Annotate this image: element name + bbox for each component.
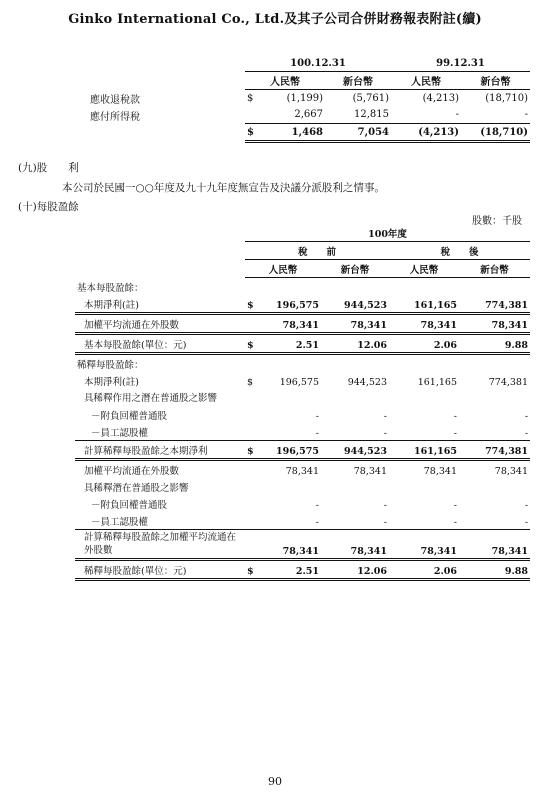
- cell-value: [459, 478, 530, 495]
- cell-value: [321, 354, 389, 373]
- cell-value: (4,213): [391, 124, 461, 142]
- table-row: [75, 314, 530, 334]
- cell-value: -: [453, 500, 457, 511]
- cell-value: 161,165: [389, 295, 459, 314]
- cell-value: 7,054: [325, 124, 391, 142]
- page-number: 90: [268, 775, 282, 788]
- row-label: －員工認股權: [75, 512, 245, 530]
- cell-value: -: [459, 423, 530, 441]
- cell-value: 161,165: [417, 377, 457, 388]
- cell-value: 196,575: [259, 295, 321, 314]
- table-row: [75, 278, 530, 296]
- cell-value: [321, 278, 389, 296]
- group-header: 稅 前: [245, 242, 389, 260]
- period-header: 99.12.31: [391, 55, 530, 72]
- cell-value: 161,165: [389, 441, 459, 460]
- cell-value: 78,341: [321, 314, 389, 334]
- cell-value: 2.51: [259, 560, 321, 580]
- cell-value: 944,523: [347, 377, 387, 388]
- cell-value: 78,341: [389, 530, 459, 560]
- currency-sign: $: [245, 334, 259, 354]
- cell-value: -: [461, 107, 530, 124]
- table-row: [75, 295, 530, 314]
- eps-table: [75, 224, 530, 581]
- row-label: 加權平均流通在外股數: [84, 466, 180, 477]
- row-label: 具稀釋潛在普通股之影響: [84, 483, 189, 494]
- currency-header: 新台幣: [321, 260, 389, 278]
- cell-value: (18,710): [485, 92, 528, 104]
- cell-value: 774,381: [459, 295, 530, 314]
- currency-sign: [245, 478, 259, 495]
- cell-value: 9.88: [459, 334, 530, 354]
- cell-value: 774,381: [488, 377, 529, 388]
- cell-value: 2,667: [259, 107, 325, 124]
- table-header-row: [75, 260, 530, 278]
- currency-sign: [245, 406, 259, 423]
- table-row: [75, 354, 530, 373]
- cell-value: -: [315, 411, 319, 422]
- table-row: [75, 406, 530, 423]
- cell-value: -: [524, 500, 529, 511]
- row-label: 本期淨利(註): [75, 295, 245, 314]
- cell-value: [389, 478, 459, 495]
- cell-value: 78,341: [459, 530, 530, 560]
- table-row: [75, 478, 530, 495]
- row-label: 稀釋每股盈餘(單位：元): [75, 560, 245, 580]
- cell-value: (5,761): [352, 92, 389, 104]
- cell-value: -: [259, 512, 321, 530]
- cell-value: 12.06: [321, 334, 389, 354]
- currency-sign: [245, 354, 259, 373]
- cell-value: (4,213): [422, 92, 459, 104]
- table-row: [75, 512, 530, 530]
- cell-value: [459, 354, 530, 373]
- cell-value: -: [315, 500, 319, 511]
- row-label: －附負回權普通股: [91, 411, 168, 422]
- cell-value: -: [389, 423, 459, 441]
- currency-sign: [245, 389, 259, 406]
- cell-value: -: [389, 512, 459, 530]
- cell-value: -: [321, 423, 389, 441]
- cell-value: 2.06: [389, 334, 459, 354]
- cell-value: -: [321, 512, 389, 530]
- table-row: [75, 530, 530, 560]
- table-header-row: [60, 55, 530, 72]
- year-header: 100年度: [245, 224, 530, 242]
- currency-sign: $: [247, 377, 254, 388]
- cell-value: 78,341: [259, 530, 321, 560]
- cell-value: 78,341: [285, 466, 319, 477]
- currency-sign: [245, 107, 259, 124]
- table-header-row: [75, 224, 530, 242]
- row-label: 計算稀釋每股盈餘之加權平均流通在外股數: [75, 530, 245, 560]
- cell-value: -: [524, 411, 529, 422]
- row-label: 基本每股盈餘(單位：元): [75, 334, 245, 354]
- unit-note: 股數：千股: [472, 216, 522, 227]
- currency-sign: [245, 423, 259, 441]
- currency-sign: [245, 495, 259, 512]
- cell-value: 1,468: [259, 124, 325, 142]
- cell-value: -: [383, 500, 387, 511]
- row-label: 基本每股盈餘：: [77, 283, 144, 294]
- currency-sign: [245, 512, 259, 530]
- table-row: [75, 560, 530, 580]
- cell-value: [459, 278, 530, 296]
- cell-value: 12,815: [325, 107, 391, 124]
- cell-value: [389, 354, 459, 373]
- table-row: [75, 441, 530, 460]
- row-label: 應付所得稅: [90, 111, 140, 123]
- cell-value: 944,523: [321, 295, 389, 314]
- currency-sign: $: [245, 560, 259, 580]
- row-label: 應收退稅款: [90, 94, 140, 106]
- cell-value: -: [259, 423, 321, 441]
- table-row: [60, 90, 530, 107]
- cell-value: [259, 389, 321, 406]
- table-row: [60, 107, 530, 124]
- currency-sign: $: [247, 92, 254, 104]
- cell-value: 2.51: [259, 334, 321, 354]
- currency-sign: [245, 278, 259, 296]
- row-label: 稀釋每股盈餘：: [77, 360, 144, 371]
- row-label: －附負回權普通股: [91, 500, 168, 511]
- table-row: [75, 460, 530, 479]
- row-label: 計算稀釋每股盈餘之本期淨利: [75, 441, 245, 460]
- income-tax-table: [60, 55, 530, 143]
- currency-header: 新台幣: [461, 72, 530, 90]
- cell-value: -: [453, 411, 457, 422]
- currency-sign: [245, 460, 259, 479]
- row-label: 本期淨利(註): [84, 377, 139, 388]
- cell-value: 196,575: [259, 441, 321, 460]
- cell-value: 774,381: [459, 441, 530, 460]
- cell-value: 78,341: [494, 466, 529, 477]
- period-header: 100.12.31: [245, 55, 391, 72]
- table-header-row: [75, 242, 530, 260]
- table-row: [75, 334, 530, 354]
- cell-value: 78,341: [389, 314, 459, 334]
- page-title: Ginko International Co., Ltd.及其子公司合併財務報表附註(續): [68, 12, 482, 27]
- dividend-heading: (九)股 利: [18, 162, 79, 174]
- cell-value: -: [391, 107, 461, 124]
- currency-sign: [245, 530, 259, 560]
- row-label: 加權平均流通在外股數: [75, 314, 245, 334]
- dividend-text: 本公司於民國一○○年度及九十九年度無宣告及決議分派股利之情事。: [62, 182, 385, 194]
- table-row: [75, 372, 530, 389]
- cell-value: (1,199): [286, 92, 323, 104]
- group-header: 稅 後: [389, 242, 530, 260]
- row-label: 具稀釋作用之潛在普通股之影響: [84, 393, 218, 404]
- currency-sign: $: [245, 124, 259, 142]
- table-header-row: [60, 72, 530, 90]
- cell-value: 944,523: [321, 441, 389, 460]
- currency-header: 新台幣: [325, 72, 391, 90]
- cell-value: 78,341: [423, 466, 457, 477]
- cell-value: -: [459, 512, 530, 530]
- cell-value: [321, 478, 389, 495]
- currency-header: 人民幣: [245, 260, 321, 278]
- currency-sign: $: [245, 295, 259, 314]
- table-row: [75, 389, 530, 406]
- cell-value: 2.06: [389, 560, 459, 580]
- currency-header: 人民幣: [389, 260, 459, 278]
- currency-header: 新台幣: [459, 260, 530, 278]
- cell-value: 9.88: [459, 560, 530, 580]
- currency-sign: $: [245, 441, 259, 460]
- cell-value: -: [383, 411, 387, 422]
- cell-value: (18,710): [461, 124, 530, 142]
- table-row: [75, 423, 530, 441]
- eps-heading: (十)每股盈餘: [18, 201, 79, 213]
- currency-header: 人民幣: [391, 72, 461, 90]
- cell-value: [259, 478, 321, 495]
- cell-value: [321, 389, 389, 406]
- cell-value: 78,341: [353, 466, 387, 477]
- cell-value: [389, 389, 459, 406]
- row-label: －員工認股權: [75, 423, 245, 441]
- cell-value: [259, 354, 321, 373]
- currency-sign: [245, 314, 259, 334]
- cell-value: 12.06: [321, 560, 389, 580]
- currency-header: 人民幣: [245, 72, 325, 90]
- table-total-row: [60, 124, 530, 142]
- cell-value: 196,575: [279, 377, 319, 388]
- cell-value: [259, 278, 321, 296]
- cell-value: 78,341: [459, 314, 530, 334]
- cell-value: 78,341: [321, 530, 389, 560]
- cell-value: [389, 278, 459, 296]
- table-row: [75, 495, 530, 512]
- cell-value: [459, 389, 530, 406]
- cell-value: 78,341: [259, 314, 321, 334]
